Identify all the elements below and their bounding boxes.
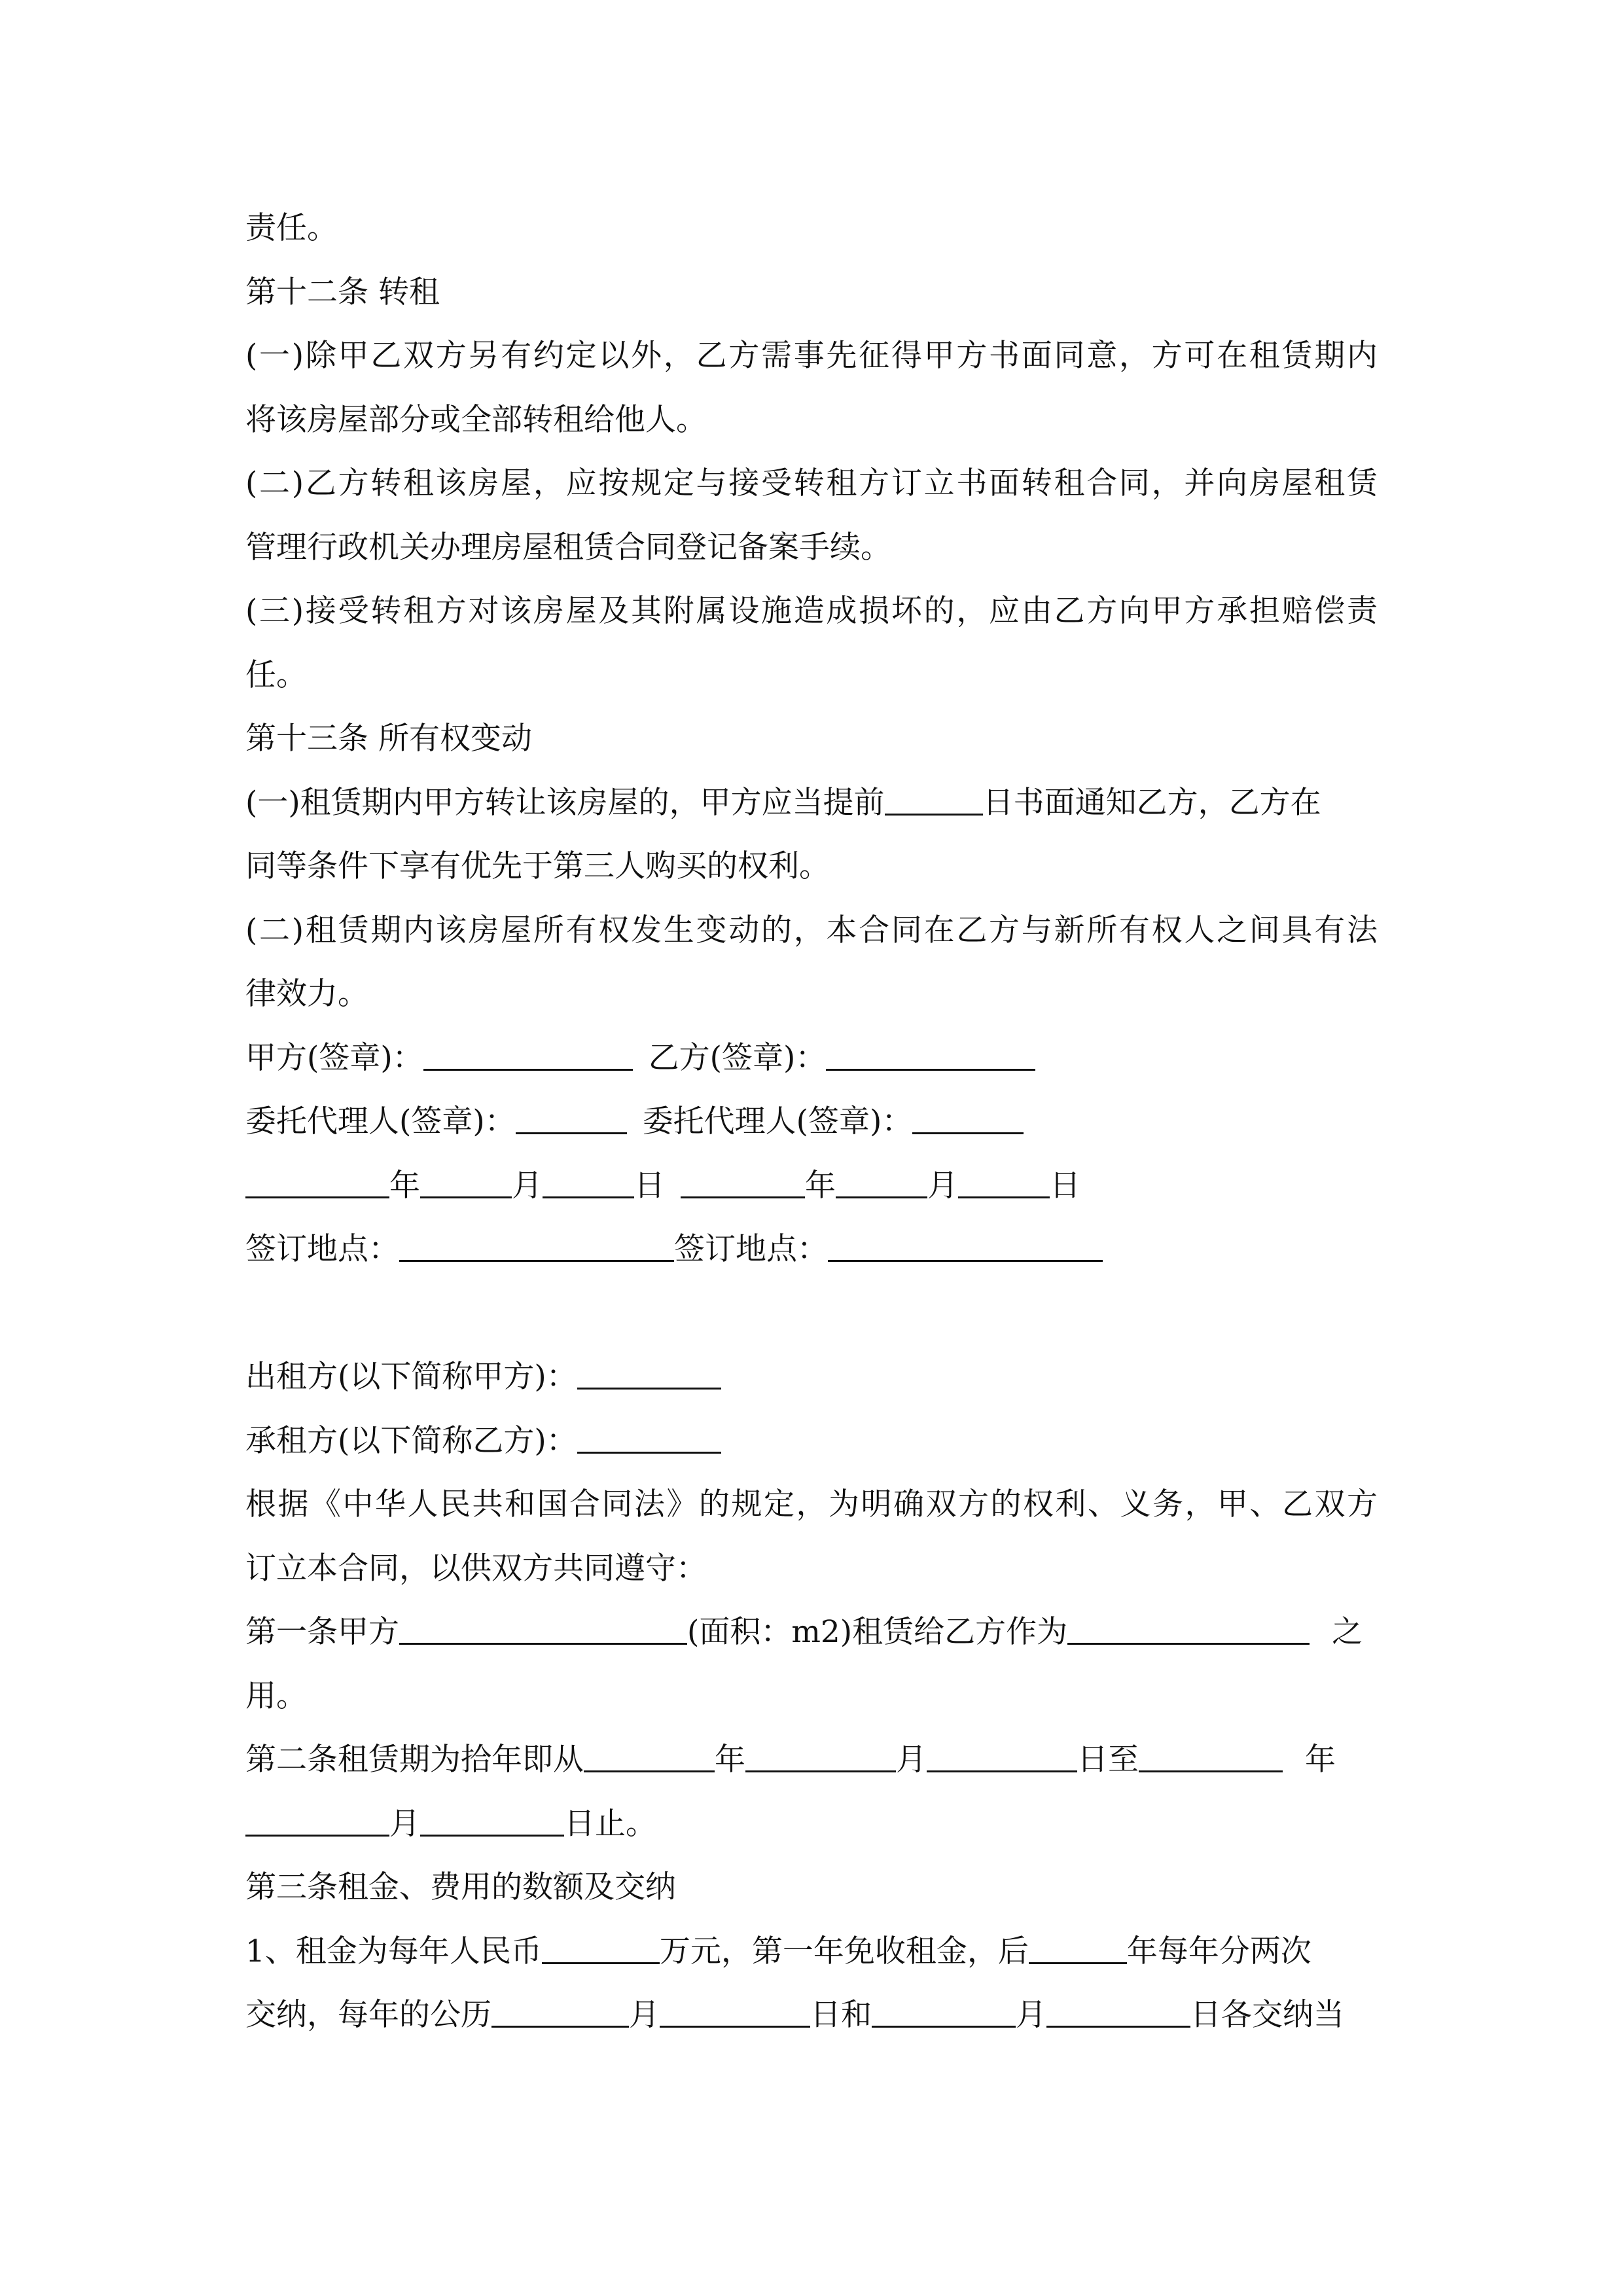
text-segment: 1、租金为每年人民币 (245, 1933, 542, 1969)
fill-blank[interactable] (1029, 1933, 1127, 1964)
text-segment: 月 (896, 1742, 927, 1778)
text-segment: 日各交纳当 (1190, 1997, 1344, 2033)
day-label: 日 (634, 1167, 665, 1204)
lessee-label: 承租方(以下简称乙方)： (245, 1422, 577, 1459)
section-spacer (245, 1282, 1378, 1346)
text-segment: 月 (629, 1997, 660, 2033)
text-segment: 日和 (810, 1997, 872, 2033)
place-line (245, 1217, 1378, 1282)
party-b-signature-label: 乙方(签章)： (648, 1039, 827, 1076)
party-b-agent-label: 委托代理人(签章)： (642, 1103, 913, 1139)
fill-blank[interactable] (1139, 1742, 1283, 1772)
fill-blank[interactable] (745, 1742, 896, 1772)
text-segment: 日止。 (564, 1805, 656, 1842)
fill-blank[interactable] (245, 1806, 389, 1837)
text-line: 管理行政机关办理房屋租赁合同登记备案手续。 (245, 529, 891, 565)
article-1-line (245, 1600, 1378, 1664)
fill-blank[interactable] (660, 1997, 810, 2028)
fill-blank[interactable] (1046, 1997, 1190, 2028)
text-segment: 万元，第一年免收租金，后 (659, 1933, 1029, 1969)
text-line: (一)除甲乙双方另有约定以外，乙方需事先征得甲方书面同意，方可在租赁期内 (245, 338, 1378, 374)
text-segment: 年 (1305, 1742, 1336, 1778)
fill-blank[interactable] (885, 785, 983, 816)
lessor-line (245, 1345, 1378, 1409)
text-line: 将该房屋部分或全部转租给他人。 (245, 401, 707, 438)
text-segment: 年每年分两次 (1126, 1933, 1311, 1969)
text-segment: 日书面通知乙方，乙方在 (982, 784, 1321, 821)
lessee-blank[interactable] (577, 1423, 721, 1454)
text-segment: 之 (1332, 1614, 1363, 1650)
text-line (245, 771, 1378, 835)
lessor-label: 出租方(以下简称甲方)： (245, 1359, 577, 1395)
date-line (245, 1154, 1378, 1218)
text-line: (二)租赁期内该房屋所有权发生变动的，本合同在乙方与新所有权人之间具有法 (245, 912, 1378, 948)
fill-blank[interactable] (491, 1997, 629, 2028)
year-label: 年 (389, 1167, 420, 1204)
text-line: (三)接受转租方对该房屋及其附属设施造成损坏的，应由乙方向甲方承担赔偿责 (245, 593, 1378, 629)
party-a-place-label: 签订地点： (245, 1231, 399, 1267)
text-line: 同等条件下享有优先于第三人购买的权利。 (245, 848, 830, 884)
rent-amount-blank[interactable] (542, 1933, 660, 1964)
party-b-place-label: 签订地点： (674, 1231, 828, 1267)
article-heading-3: 第三条租金、费用的数额及交纳 (245, 1869, 676, 1905)
text-line: (二)乙方转租该房屋，应按规定与接受转租方订立书面转租合同，并向房屋租赁 (245, 465, 1378, 501)
year-blank[interactable] (681, 1168, 805, 1198)
month-label: 月 (927, 1167, 958, 1204)
lessor-blank[interactable] (577, 1359, 721, 1390)
day-label: 日 (1050, 1167, 1080, 1204)
party-a-signature-blank[interactable] (423, 1040, 633, 1071)
article-2-line-cont (245, 1792, 1378, 1856)
fill-blank[interactable] (927, 1742, 1077, 1772)
document-body (245, 196, 1378, 2047)
text-segment: (面积：m2)租赁给乙方作为 (687, 1614, 1068, 1650)
fill-blank[interactable] (584, 1742, 715, 1772)
party-a-place-blank[interactable] (399, 1231, 674, 1262)
lessee-line (245, 1409, 1378, 1473)
month-blank[interactable] (420, 1168, 512, 1198)
party-a-agent-blank[interactable] (516, 1103, 627, 1134)
article-heading-13: 第十三条 所有权变动 (245, 721, 532, 757)
party-a-signature-label: 甲方(签章)： (245, 1039, 423, 1076)
text-line: 用。 (245, 1677, 307, 1714)
year-label: 年 (805, 1167, 836, 1204)
rent-line-cont (245, 1983, 1378, 2047)
party-b-signature-blank[interactable] (826, 1040, 1035, 1071)
fill-blank[interactable] (1067, 1614, 1310, 1645)
party-b-place-blank[interactable] (828, 1231, 1103, 1262)
text-line: 责任。 (245, 210, 338, 246)
signature-line (245, 1026, 1378, 1090)
text-segment: (一)租赁期内甲方转让该房屋的，甲方应当提前 (245, 784, 885, 821)
rent-line (245, 1920, 1378, 1984)
text-segment: 月 (1016, 1997, 1046, 2033)
fill-blank[interactable] (399, 1614, 687, 1645)
fill-blank[interactable] (872, 1997, 1016, 2028)
month-blank[interactable] (836, 1168, 927, 1198)
month-label: 月 (512, 1167, 543, 1204)
party-b-agent-blank[interactable] (912, 1103, 1024, 1134)
text-segment: 第二条租赁期为拾年即从 (245, 1742, 584, 1778)
text-line: 律效力。 (245, 976, 368, 1012)
text-segment: 月 (389, 1805, 420, 1842)
article-heading-12: 第十二条 转租 (245, 274, 440, 310)
text-segment: 年 (715, 1742, 745, 1778)
text-segment: 交纳，每年的公历 (245, 1997, 491, 2033)
text-line: 根据《中华人民共和国合同法》的规定，为明确双方的权利、义务，甲、乙双方 (245, 1486, 1378, 1522)
day-blank[interactable] (543, 1168, 634, 1198)
fill-blank[interactable] (420, 1806, 564, 1837)
text-line: 订立本合同，以供双方共同遵守： (245, 1550, 707, 1587)
article-2-line (245, 1728, 1378, 1792)
text-segment: 日至 (1077, 1742, 1139, 1778)
text-segment: 第一条甲方 (245, 1614, 399, 1650)
party-a-agent-label: 委托代理人(签章)： (245, 1103, 516, 1139)
agent-line (245, 1090, 1378, 1154)
text-line: 任。 (245, 656, 307, 693)
day-blank[interactable] (958, 1168, 1050, 1198)
year-blank[interactable] (245, 1168, 389, 1198)
